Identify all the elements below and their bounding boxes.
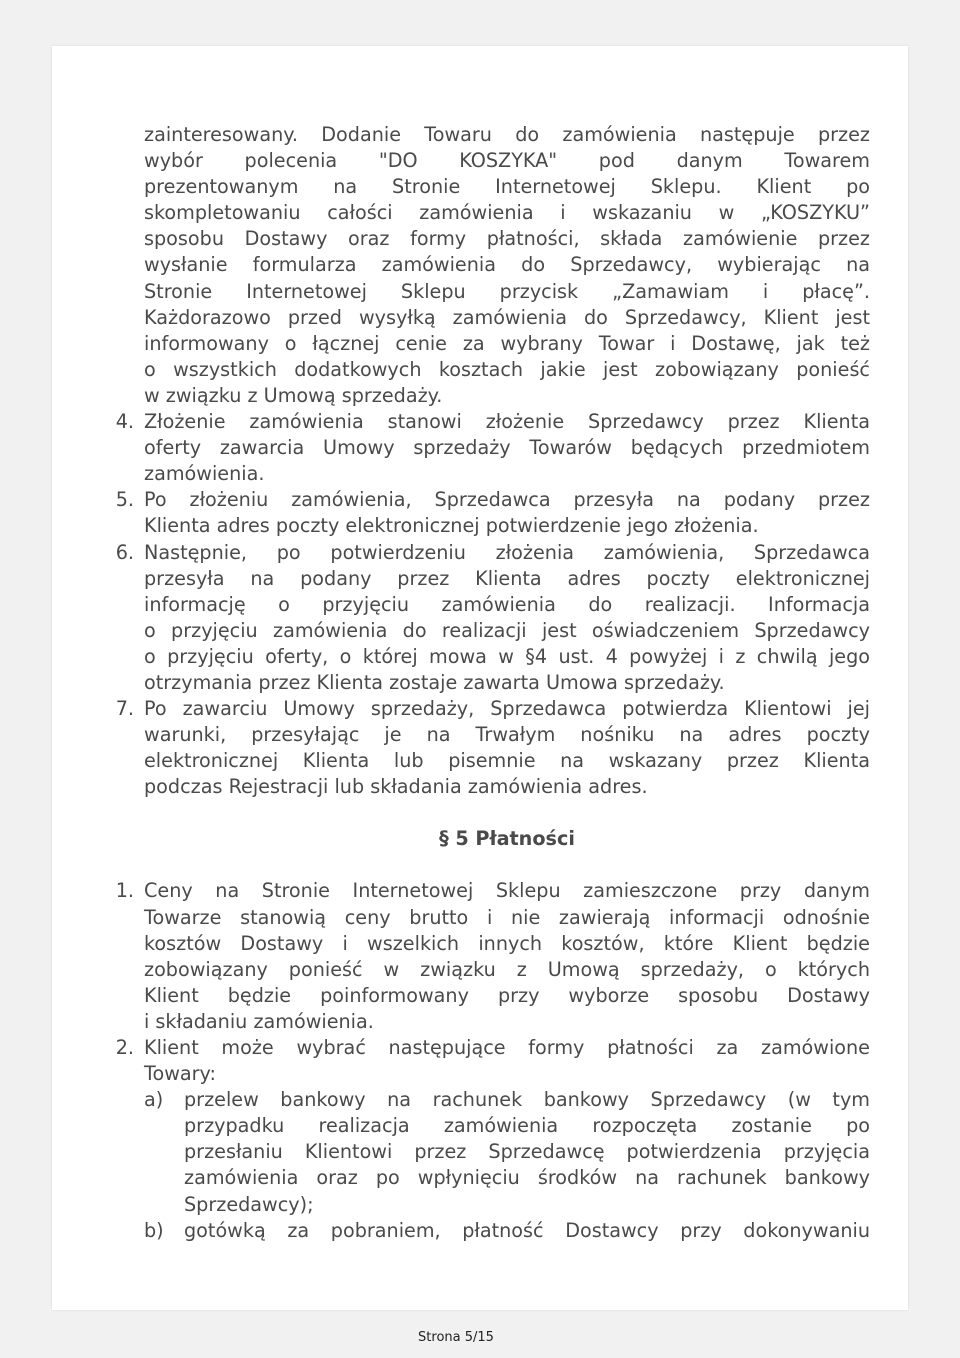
text-line: oferty zawarcia Umowy sprzedaży Towarów będących przedmiotem [144, 436, 870, 460]
text-line: przesyła na podany przez Klienta adres poczty elektronicznej [144, 566, 870, 590]
text-line: gotówką za pobraniem, płatność Dostawcy przy dokonywaniu [184, 1218, 870, 1242]
text-line: informację o przyjęciu zamówienia do realizacji. Informacja [144, 592, 870, 616]
text-line: Klient będzie poinformowany przy wyborze sposobu Dostawy [144, 983, 870, 1007]
text-line: informowany o łącznej cenie za wybrany Towar i Dostawę, jak też [144, 331, 870, 355]
list-item [115, 487, 870, 539]
list-item-number: 5. [115, 488, 134, 512]
list-item [115, 409, 870, 487]
text-line: elektronicznej Klienta lub pisemnie na wskazany przez Klienta [144, 749, 870, 773]
text-line: zamówienia oraz po wpłynięciu środków na rachunek bankowy [184, 1166, 870, 1190]
list-item [115, 878, 870, 1035]
section-4-list [115, 409, 870, 800]
page-number: Strona 5/15 [418, 1330, 494, 1345]
text-line: przelew bankowy na rachunek bankowy Sprzedawcy (w tym [184, 1088, 870, 1112]
text-line: i składaniu zamówienia. [144, 1009, 374, 1033]
text-line: Ceny na Stronie Internetowej Sklepu zamieszczone przy danym [144, 879, 870, 903]
text-line: Po złożeniu zamówienia, Sprzedawca przesyła na podany przez [144, 488, 870, 512]
text-line: Klienta adres poczty elektronicznej potwierdzenie jego złożenia. [144, 514, 759, 538]
text-line: wybór polecenia "DO KOSZYKA" pod danym Towarem [144, 149, 870, 173]
text-line: w związku z Umową sprzedaży. [144, 383, 443, 407]
section-5-heading: § 5 Płatności [439, 827, 575, 851]
list-item [115, 540, 870, 697]
text-line: Towarze stanowią ceny brutto i nie zawierają informacji odnośnie [144, 905, 870, 929]
document-page [52, 46, 908, 1310]
list-item-number: 2. [115, 1036, 134, 1059]
text-line: Złożenie zamówienia stanowi złożenie Sprzedawcy przez Klienta [144, 410, 870, 434]
sub-list-item [144, 1087, 870, 1217]
text-line: otrzymania przez Klienta zostaje zawarta Umowa sprzedaży. [144, 670, 725, 694]
text-line: przypadku realizacja zamówienia rozpoczęta zostanie po [184, 1114, 870, 1138]
sub-list-item [144, 1218, 870, 1244]
sub-list-item-letter: b) [144, 1218, 164, 1242]
text-line: o przyjęciu oferty, o której mowa w §4 ust. 4 powyżej i z chwilą jego [144, 644, 870, 668]
text-line: Towary: [144, 1062, 216, 1086]
text-line: zamówienia. [144, 462, 265, 486]
text-line: prezentowanym na Stronie Internetowej Sklepu. Klient po [144, 175, 870, 199]
text-line: wysłanie formularza zamówienia do Sprzedawcy, wybierając na [144, 253, 870, 277]
text-line: o przyjęciu zamówienia do realizacji jest oświadczeniem Sprzedawcy [144, 618, 870, 642]
list-item-number: 6. [115, 540, 134, 564]
text-line: Stronie Internetowej Sklepu przycisk „Zamawiam i płacę”. [144, 279, 870, 303]
text-line: Po zawarciu Umowy sprzedaży, Sprzedawca potwierdza Klientowi jej [144, 697, 870, 721]
text-line: Każdorazowo przed wysyłką zamówienia do Sprzedawcy, Klient jest [144, 305, 870, 329]
section-5-list [115, 878, 870, 1243]
sub-list-item-letter: a) [144, 1088, 164, 1112]
intro-paragraph [144, 122, 870, 409]
text-line: o wszystkich dodatkowych kosztach jakie jest zobowiązany ponieść [144, 357, 870, 381]
page-content [115, 122, 870, 1244]
text-line: zainteresowany. Dodanie Towaru do zamówienia następuje przez [144, 123, 870, 146]
text-line: Klient może wybrać następujące formy płatności za zamówione [144, 1036, 870, 1059]
list-item [115, 1035, 870, 1244]
list-item-number: 4. [115, 410, 134, 434]
list-item-number: 1. [115, 879, 134, 903]
text-line: kosztów Dostawy i wszelkich innych kosztów, które Klient będzie [144, 931, 870, 955]
list-item [115, 696, 870, 800]
text-line: przesłaniu Klientowi przez Sprzedawcę potwierdzenia przyjęcia [184, 1140, 870, 1164]
text-line: zobowiązany ponieść w związku z Umową sprzedaży, o których [144, 957, 870, 981]
text-line: warunki, przesyłając je na Trwałym nośniku na adres poczty [144, 723, 870, 747]
text-line: Sprzedawcy); [184, 1192, 314, 1216]
list-item-number: 7. [115, 697, 134, 721]
text-line: podczas Rejestracji lub składania zamówienia adres. [144, 775, 648, 799]
text-line: Następnie, po potwierdzeniu złożenia zamówienia, Sprzedawca [144, 540, 870, 564]
text-line: skompletowaniu całości zamówienia i wskazaniu w „KOSZYKU” [144, 201, 870, 225]
text-line: sposobu Dostawy oraz formy płatności, składa zamówienie przez [144, 227, 870, 251]
